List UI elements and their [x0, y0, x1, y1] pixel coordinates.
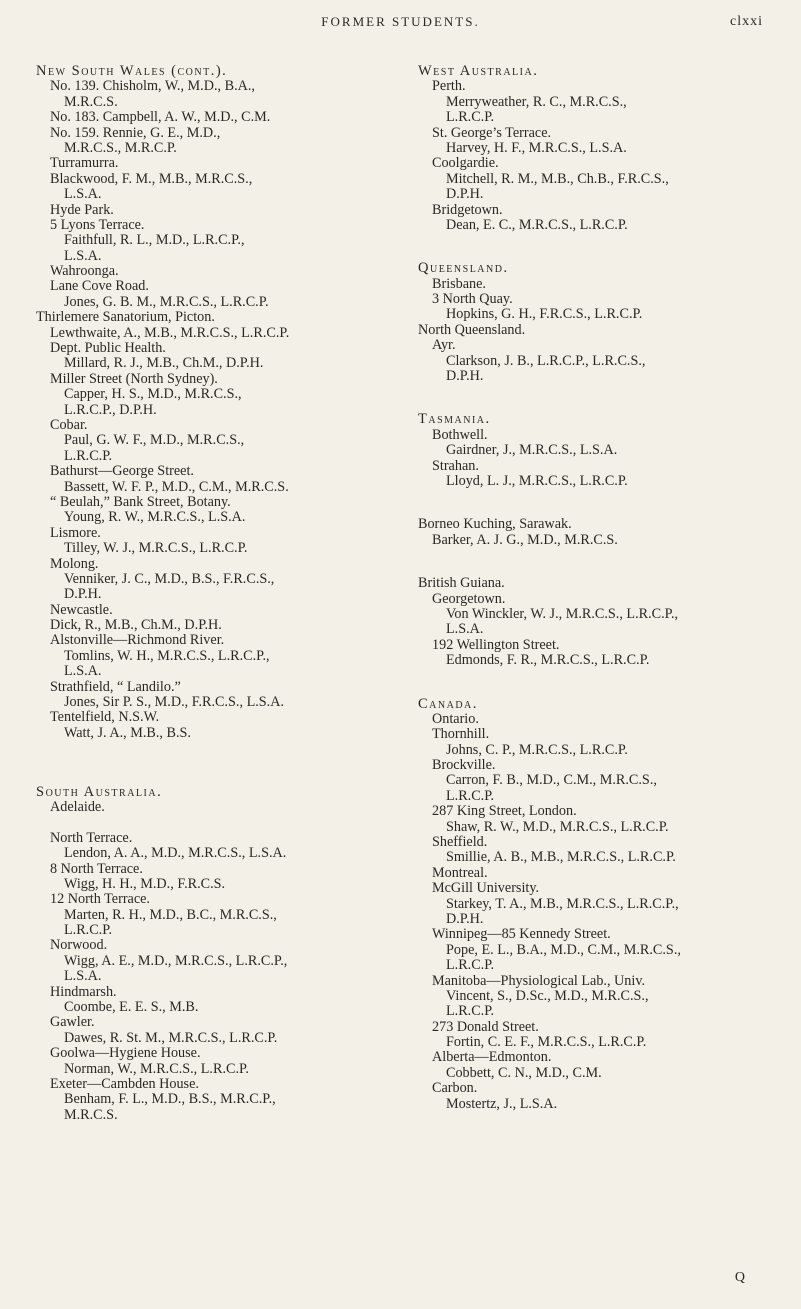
entry-name: Tilley, W. J., M.R.C.S., L.R.C.P. — [64, 541, 248, 557]
place-line: Cobar. — [50, 417, 88, 433]
section-heading: West Australia. — [418, 64, 539, 79]
place-line: Turramurra. — [50, 156, 119, 172]
place-line: Perth. — [432, 79, 466, 95]
entry-name: Pope, E. L., B.A., M.D., C.M., M.R.C.S., — [446, 942, 681, 958]
place-line: No. 159. Rennie, G. E., M.D., — [50, 125, 221, 141]
place-line: Exeter—Cambden House. — [50, 1077, 199, 1092]
place-line: Strahan. — [432, 458, 479, 474]
entry-name: Young, R. W., M.R.C.S., L.S.A. — [64, 510, 246, 526]
entry-name: L.S.A. — [64, 969, 102, 985]
entry-name: L.S.A. — [64, 248, 102, 264]
entry-name: Vincent, S., D.Sc., M.D., M.R.C.S., — [446, 988, 649, 1004]
entry-name: Mitchell, R. M., M.B., Ch.B., F.R.C.S., — [446, 171, 669, 187]
entry-name: Venniker, J. C., M.D., B.S., F.R.C.S., — [64, 571, 275, 587]
entry-name: Jones, G. B. M., M.R.C.S., L.R.C.P. — [64, 294, 269, 310]
entry-name: Mostertz, J., L.S.A. — [446, 1096, 558, 1112]
place-line: Bathurst—George Street. — [50, 464, 194, 480]
place-line: Blackwood, F. M., M.B., M.R.C.S., — [50, 171, 253, 187]
place-line: 3 North Quay. — [432, 292, 513, 308]
entry-name: Faithfull, R. L., M.D., L.R.C.P., — [64, 233, 245, 249]
place-line: Strathfield, “ Landilo.” — [50, 679, 181, 695]
place-line: Manitoba—Physiological Lab., Univ. — [432, 973, 646, 989]
place-line: Adelaide. — [50, 799, 105, 815]
left-column — [36, 64, 394, 1123]
entry-name: Smillie, A. B., M.B., M.R.C.S., L.R.C.P. — [446, 850, 676, 866]
place-line: Hindmarsh. — [50, 984, 117, 1000]
entry-name: L.R.C.P. — [446, 788, 495, 804]
entry-name: Starkey, T. A., M.B., M.R.C.S., L.R.C.P., — [446, 896, 679, 912]
place-line: Montreal. — [432, 865, 488, 881]
entry-name: M.R.C.S. — [64, 94, 118, 110]
entry-name: Wigg, A. E., M.D., M.R.C.S., L.R.C.P., — [64, 953, 288, 969]
entry-name: Edmonds, F. R., M.R.C.S., L.R.C.P. — [446, 653, 650, 669]
entry-name: Watt, J. A., M.B., B.S. — [64, 725, 191, 741]
place-line: Dept. Public Health. — [50, 341, 166, 357]
place-line: 12 North Terrace. — [50, 892, 150, 908]
place-line: Ontario. — [432, 711, 479, 727]
entry-name: M.R.C.S. — [64, 1107, 118, 1123]
place-line: Miller Street (North Sydney). — [50, 371, 218, 387]
entry-name: Fortin, C. E. F., M.R.C.S., L.R.C.P. — [446, 1035, 647, 1051]
entry-name: L.S.A. — [446, 622, 484, 638]
spacer — [36, 769, 394, 784]
spacer — [418, 669, 776, 697]
place-line: St. George’s Terrace. — [432, 125, 552, 141]
entry-name: D.P.H. — [446, 911, 484, 927]
place-line: Carbon. — [432, 1081, 478, 1097]
place-line: Lane Cove Road. — [50, 279, 149, 295]
place-line: Lismore. — [50, 525, 101, 541]
spacer — [418, 233, 776, 261]
entry-name: D.P.H. — [446, 187, 484, 203]
section-heading: Canada. — [418, 696, 478, 712]
entry-name: Bassett, W. F. P., M.D., C.M., M.R.C.S. — [64, 479, 289, 495]
place-line: 8 North Terrace. — [50, 861, 143, 877]
entry-name: Lloyd, L. J., M.R.C.S., L.R.C.P. — [446, 473, 628, 489]
entry-name: Lendon, A. A., M.D., M.R.C.S., L.S.A. — [64, 846, 287, 862]
entry-name: Merryweather, R. C., M.R.C.S., — [446, 94, 627, 110]
place-line: “ Beulah,” Bank Street, Botany. — [50, 494, 231, 510]
entry-name: D.P.H. — [64, 587, 102, 603]
entry-name: Norman, W., M.R.C.S., L.R.C.P. — [64, 1061, 249, 1077]
entry-name: Shaw, R. W., M.D., M.R.C.S., L.R.C.P. — [446, 819, 669, 835]
spacer — [36, 741, 394, 769]
entry-name: Capper, H. S., M.D., M.R.C.S., — [64, 387, 242, 403]
entry-name: Cobbett, C. N., M.D., C.M. — [446, 1065, 602, 1081]
entry-name: L.R.C.P. — [446, 1004, 495, 1020]
place-line: 287 King Street, London. — [432, 804, 577, 820]
entry-name: Dawes, R. St. M., M.R.C.S., L.R.C.P. — [64, 1030, 278, 1046]
spacer — [418, 384, 776, 412]
place-line: Ayr. — [432, 338, 456, 354]
right-column — [418, 64, 776, 1112]
place-line: 273 Donald Street. — [432, 1019, 539, 1035]
running-head-title: FORMER STUDENTS. — [321, 14, 480, 29]
place-line: Goolwa—Hygiene House. — [50, 1046, 201, 1062]
entry-name: Wigg, H. H., M.D., F.R.C.S. — [64, 876, 226, 892]
entry-name: Clarkson, J. B., L.R.C.P., L.R.C.S., — [446, 353, 646, 369]
section-heading: New South Wales (cont.). — [36, 64, 228, 79]
place-line: Georgetown. — [432, 591, 506, 607]
place-line: Newcastle. — [50, 602, 113, 618]
place-line: McGill University. — [432, 881, 540, 897]
place-line: 192 Wellington Street. — [432, 637, 560, 653]
place-line: Bothwell. — [432, 427, 488, 443]
place-line: Wahroonga. — [50, 264, 119, 280]
place-line: No. 139. Chisholm, W., M.D., B.A., — [50, 79, 255, 95]
place-line: Borneo Kuching, Sarawak. — [418, 517, 572, 533]
entry-name: Millard, R. J., M.B., Ch.M., D.P.H. — [64, 356, 264, 372]
place-line: Alstonville—Richmond River. — [50, 633, 225, 649]
place-line: Bridgetown. — [432, 202, 503, 218]
entry-name: M.R.C.S., M.R.C.P. — [64, 140, 177, 156]
entry-name: Hopkins, G. H., F.R.C.S., L.R.C.P. — [446, 307, 643, 323]
spacer — [418, 548, 776, 576]
place-line: Dick, R., M.B., Ch.M., D.P.H. — [50, 618, 222, 634]
page-number: clxxi — [730, 14, 763, 29]
entry-name: Coombe, E. E. S., M.B. — [64, 1000, 199, 1016]
place-line: Norwood. — [50, 938, 108, 954]
place-line: Brisbane. — [432, 276, 486, 292]
place-line: Thirlemere Sanatorium, Picton. — [36, 310, 215, 326]
place-line: Tentelfield, N.S.W. — [50, 710, 160, 726]
entry-name: L.R.C.P. — [446, 958, 495, 974]
place-line: Coolgardie. — [432, 156, 499, 172]
entry-name: Marten, R. H., M.D., B.C., M.R.C.S., — [64, 907, 277, 923]
place-line: No. 183. Campbell, A. W., M.D., C.M. — [50, 110, 271, 126]
entry-name: L.S.A. — [64, 664, 102, 680]
entry-name: L.R.C.P. — [64, 923, 113, 939]
place-line: Barker, A. J. G., M.D., M.R.C.S. — [432, 532, 618, 548]
signature-mark: Q — [734, 1270, 745, 1285]
entry-name: D.P.H. — [446, 369, 484, 385]
entry-name: L.R.C.P. — [446, 110, 495, 126]
place-line: Lewthwaite, A., M.B., M.R.C.S., L.R.C.P. — [50, 325, 290, 341]
place-line: 5 Lyons Terrace. — [50, 217, 145, 233]
place-line: North Terrace. — [50, 830, 133, 846]
entry-name: Johns, C. P., M.R.C.S., L.R.C.P. — [446, 742, 628, 758]
entry-name: L.R.C.P. — [64, 448, 113, 464]
entry-name: Benham, F. L., M.D., B.S., M.R.C.P., — [64, 1092, 276, 1108]
place-line: North Queensland. — [418, 322, 526, 338]
spacer — [36, 815, 394, 830]
entry-name: Paul, G. W. F., M.D., M.R.C.S., — [64, 433, 245, 449]
place-line: Gawler. — [50, 1015, 95, 1031]
entry-name: Carron, F. B., M.D., C.M., M.R.C.S., — [446, 773, 657, 789]
place-line: Sheffield. — [432, 835, 488, 851]
section-heading: South Australia. — [36, 784, 163, 800]
entry-name: Dean, E. C., M.R.C.S., L.R.C.P. — [446, 217, 628, 233]
place-line: Thornhill. — [432, 727, 490, 743]
place-line: British Guiana. — [418, 576, 505, 592]
place-line: Brockville. — [432, 758, 496, 774]
entry-name: Tomlins, W. H., M.R.C.S., L.R.C.P., — [64, 648, 270, 664]
spacer — [418, 489, 776, 517]
section-heading: Tasmania. — [418, 412, 491, 428]
place-line: Hyde Park. — [50, 202, 114, 218]
entry-name: L.S.A. — [64, 187, 102, 203]
entry-name: Gairdner, J., M.R.C.S., L.S.A. — [446, 443, 618, 459]
entry-name: Von Winckler, W. J., M.R.C.S., L.R.C.P., — [446, 606, 679, 622]
place-line: Winnipeg—85 Kennedy Street. — [432, 927, 611, 943]
section-heading: Queensland. — [418, 261, 509, 277]
entry-name: Jones, Sir P. S., M.D., F.R.C.S., L.S.A. — [64, 695, 285, 711]
entry-name: L.R.C.P., D.P.H. — [64, 402, 157, 418]
place-line: Molong. — [50, 556, 99, 572]
entry-name: Harvey, H. F., M.R.C.S., L.S.A. — [446, 140, 627, 156]
place-line: Alberta—Edmonton. — [432, 1050, 552, 1066]
running-head — [0, 14, 801, 34]
